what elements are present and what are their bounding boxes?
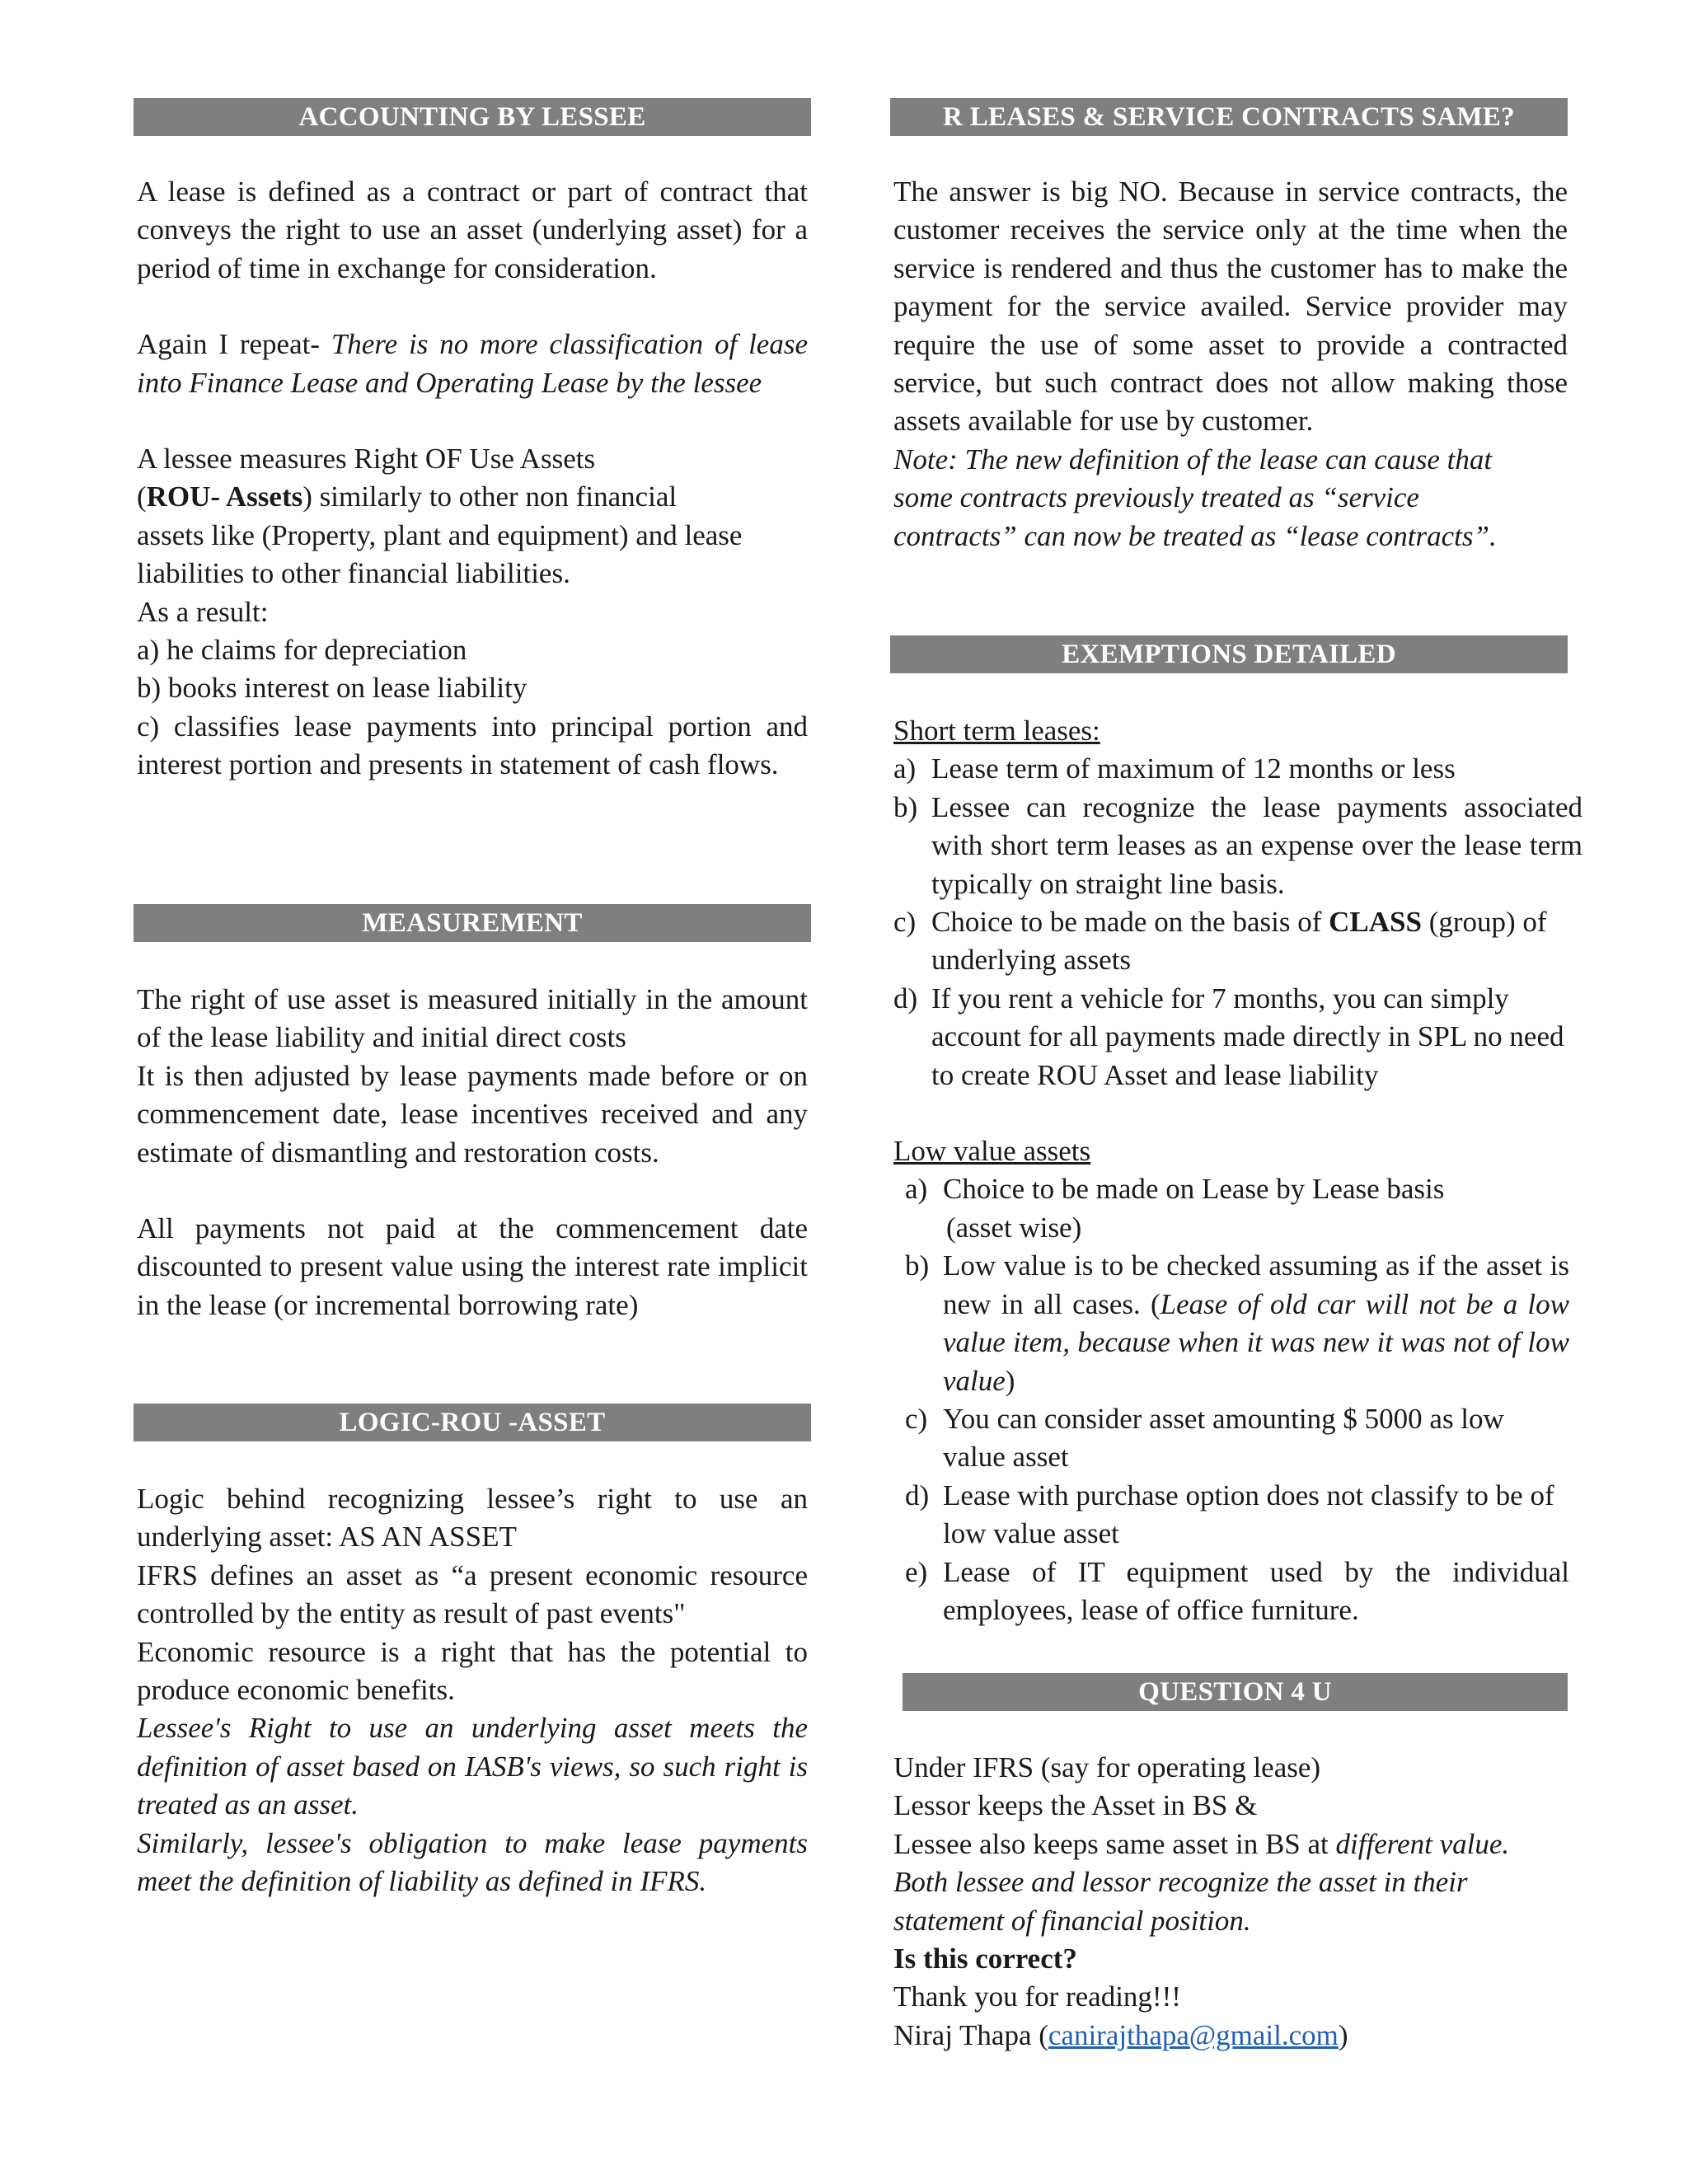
section-measurement-body	[137, 981, 808, 1324]
list-item	[905, 1247, 1569, 1400]
economic-resource-paragraph: Economic resource is a right that has the potential to produce economic benefits.	[137, 1635, 808, 1707]
section-exemptions-body	[893, 712, 1582, 1629]
closing-paren: )	[1338, 2018, 1348, 2051]
result-item: b) books interest on lease liability	[137, 672, 528, 705]
list-item	[905, 1554, 1569, 1630]
section-header-question-4-u: QUESTION 4 U	[903, 1673, 1568, 1711]
question-line: Lessor keeps the Asset in BS &	[893, 1789, 1258, 1822]
rou-open-paren: (	[137, 480, 147, 513]
different-value-italic: different value.	[1335, 1827, 1510, 1860]
list-item	[905, 1400, 1569, 1477]
rou-description-rest: ) similarly to other non financial assets like (Property, plant and equipment) and lease liabilities to other financial liabilities.	[137, 480, 743, 590]
measurement-adjusted-paragraph: It is then adjusted by lease payments made before or on commencement date, lease incentives received and any estimate of dismantling and restoration costs.	[137, 1059, 808, 1169]
short-term-leases-list	[893, 750, 1582, 1094]
list-marker: d)	[905, 1479, 930, 1511]
list-item-text: You can consider asset amounting $ 5000 as low value asset	[943, 1402, 1504, 1474]
list-marker: c)	[893, 906, 917, 939]
list-item-text: (asset wise)	[946, 1211, 1082, 1244]
class-bold-text: CLASS	[1329, 906, 1422, 939]
rou-intro-line: A lessee measures Right OF Use Assets	[137, 443, 596, 476]
list-item-text: Lease of IT equipment used by the individual employees, lease of office furniture.	[943, 1555, 1569, 1626]
list-item	[905, 1477, 1569, 1554]
measurement-discount-paragraph: All payments not paid at the commencement date discounted to present value using the interest rate implicit in the lease (or incremental borrowing rate)	[137, 1212, 808, 1321]
section-accounting-body	[137, 173, 808, 785]
section-logic-body	[137, 1480, 808, 1900]
section-header-leases-vs-service-contracts: R LEASES & SERVICE CONTRACTS SAME?	[890, 98, 1568, 136]
list-marker: a)	[905, 1173, 928, 1206]
short-term-leases-title: Short term leases:	[893, 715, 1100, 747]
list-item-text: Low value is to be checked assuming as if the asset is new in all cases. (	[943, 1249, 1569, 1320]
list-marker: b)	[905, 1249, 930, 1282]
list-item-text: (group) of underlying assets	[931, 906, 1547, 977]
author-name: Niraj Thapa (	[893, 2018, 1048, 2051]
list-item	[893, 789, 1582, 903]
rou-assets-bold: ROU- Assets	[146, 480, 303, 513]
result-item: a) he claims for depreciation	[137, 634, 467, 667]
list-marker: a)	[893, 752, 917, 785]
signature-line	[893, 2017, 1568, 2055]
question-line	[893, 1825, 1568, 1863]
list-item-text: Lease with purchase option does not classify to be of low value asset	[943, 1479, 1554, 1550]
lessee-obligation-paragraph: Similarly, lessee's obligation to make lease payments meet the definition of liability as defined in IFRS.	[137, 1826, 808, 1898]
list-item	[893, 980, 1582, 1094]
author-email-link[interactable]: canirajthapa@gmail.com	[1048, 2018, 1339, 2051]
repeat-lead-text: Again I repeat-	[137, 328, 331, 361]
service-contracts-paragraph: The answer is big NO. Because in service contracts, the customer receives the service only at the time when the service is rendered and thus the customer has to make the payment for the service availed. Service provider may require the use of some asset to provide a contracted service, but such contract does not allow making those assets available for use by customer.	[893, 176, 1568, 438]
list-item-text: Choice to be made on Lease by Lease basis	[943, 1173, 1445, 1206]
list-item	[905, 1170, 1569, 1247]
is-this-correct-question: Is this correct?	[893, 1943, 1077, 1975]
list-marker: e)	[905, 1555, 928, 1588]
list-item-text: )	[1005, 1364, 1015, 1397]
section-header-logic-rou-asset: LOGIC-ROU -ASSET	[134, 1404, 811, 1441]
both-recognize-paragraph: Both lessee and lessor recognize the asset in their statement of financial position.	[893, 1866, 1468, 1937]
thank-you-line: Thank you for reading!!!	[893, 1980, 1181, 2013]
list-item-text: Choice to be made on the basis of	[931, 906, 1329, 939]
list-item-text: Lessee can recognize the lease payments associated with short term leases as an expense over the lease term typically on straight line basis.	[931, 790, 1582, 900]
section-header-measurement: MEASUREMENT	[134, 904, 811, 942]
list-marker: d)	[893, 982, 918, 1015]
new-definition-note: Note: The new definition of the lease can cause that some contracts previously treated as “service contracts” can now be treated as “lease contracts”.	[893, 443, 1497, 552]
old-car-italic-text: Lease of old car will not be a low value item, because when it was new it was not of low value	[943, 1287, 1569, 1397]
list-item	[893, 903, 1582, 980]
repeat-italic-text: There is no more classification of lease into Finance Lease and Operating Lease by the lessee	[137, 328, 808, 399]
low-value-assets-list	[893, 1170, 1569, 1629]
section-header-accounting-by-lessee: ACCOUNTING BY LESSEE	[134, 98, 811, 136]
repeat-paragraph	[137, 326, 808, 402]
lessee-right-paragraph: Lessee's Right to use an underlying asset meets the definition of asset based on IASB's views, so such right is treated as an asset.	[137, 1712, 808, 1821]
low-value-assets-title: Low value assets	[893, 1135, 1091, 1168]
lease-definition-paragraph: A lease is defined as a contract or part of contract that conveys the right to use an asset (underlying asset) for a period of time in exchange for consideration.	[137, 176, 808, 284]
list-item-text: Lease term of maximum of 12 months or less	[931, 752, 1456, 785]
as-a-result-line: As a result:	[137, 595, 269, 628]
list-marker: c)	[905, 1402, 928, 1435]
question-line: Under IFRS (say for operating lease)	[893, 1751, 1321, 1783]
section-question-body	[893, 1749, 1568, 2055]
logic-intro-paragraph: Logic behind recognizing lessee’s right to use an underlying asset: AS AN ASSET	[137, 1483, 808, 1554]
measurement-initial-paragraph: The right of use asset is measured initially in the amount of the lease liability and initial direct costs	[137, 983, 808, 1054]
result-item: c) classifies lease payments into principal portion and interest portion and presents in statement of cash flows.	[137, 710, 808, 781]
list-item	[893, 750, 1582, 788]
ifrs-asset-definition-paragraph: IFRS defines an asset as “a present economic resource controlled by the entity as result of past events"	[137, 1558, 808, 1630]
section-header-exemptions-detailed: EXEMPTIONS DETAILED	[890, 635, 1568, 673]
rou-description-paragraph	[137, 478, 747, 593]
section-service-contracts-body	[893, 173, 1568, 555]
question-line-text: Lessee also keeps same asset in BS at	[893, 1827, 1336, 1860]
list-item-text: If you rent a vehicle for 7 months, you can simply account for all payments made directly in SPL no need to create ROU Asset and lease liability	[931, 982, 1564, 1091]
list-marker: b)	[893, 790, 918, 823]
